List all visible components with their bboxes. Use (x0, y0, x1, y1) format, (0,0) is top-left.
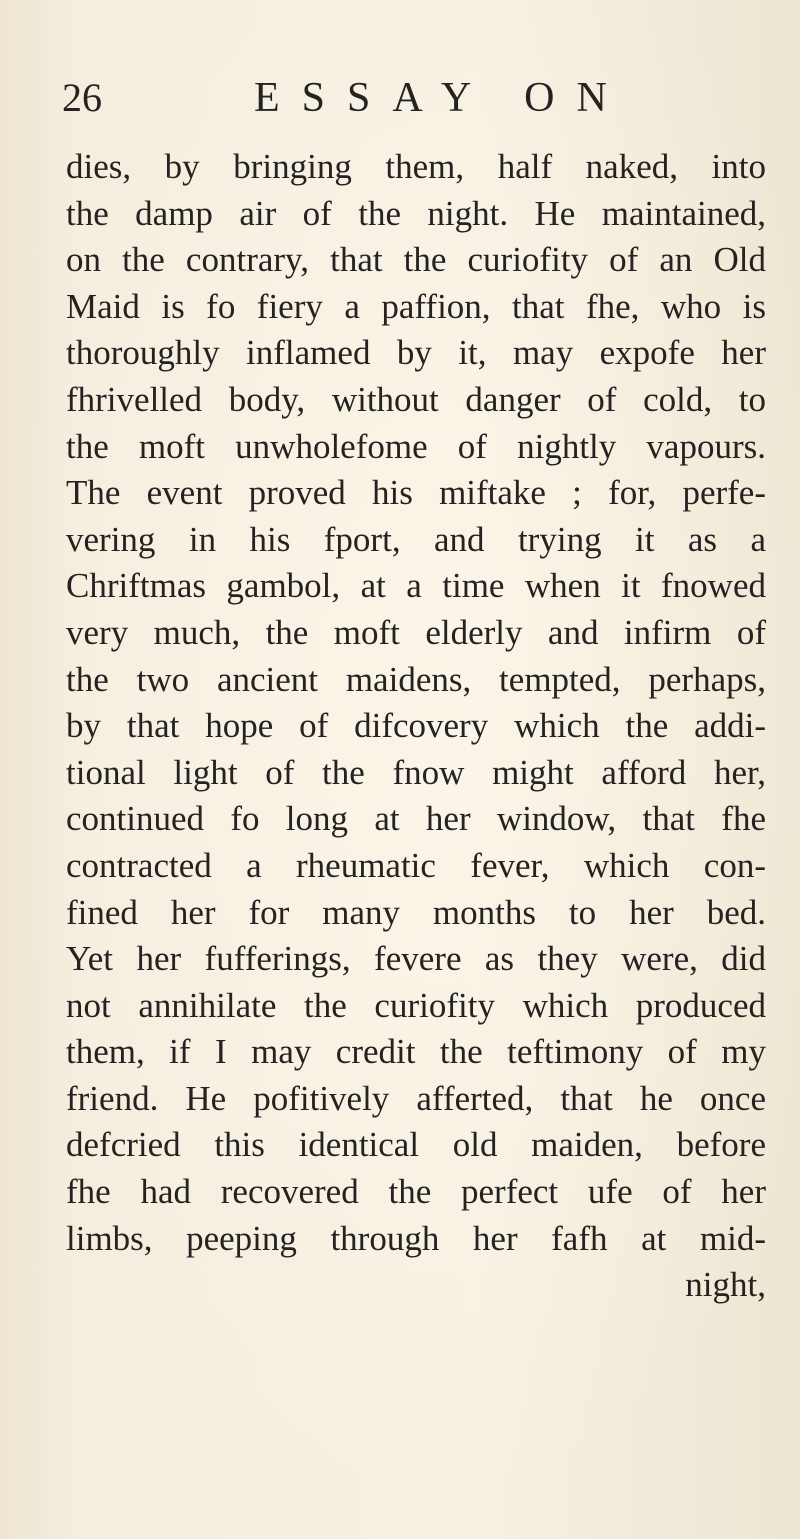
text-line: limbs, peeping through her fafh at mid- (66, 1218, 766, 1258)
text-line: thoroughly inflamed by it, may expofe her (66, 333, 766, 373)
text-line: dies, by bringing them, half naked, into (66, 147, 766, 186)
text-line: tional light of the fnow might afford her, (66, 752, 766, 792)
text-line: by that hope of difcovery which the addi- (66, 706, 766, 746)
text-line: Maid is fo fiery a paffion, that fhe, who is (66, 286, 766, 326)
text-line: on the contrary, that the curiofity of an Old (66, 240, 766, 280)
page-number: 26 (62, 75, 102, 120)
text-line: very much, the moft elderly and infirm of (66, 612, 766, 652)
running-head (62, 62, 762, 142)
text-line: fined her for many months to her bed. (66, 892, 766, 932)
text-line: the damp air of the night. He maintained, (66, 193, 766, 233)
text-line: vering in his fport, and trying it as a (66, 519, 766, 559)
text-line: fhrivelled body, without danger of cold, to (66, 379, 766, 419)
text-line: contracted a rheumatic fever, which con- (66, 845, 766, 885)
text-line: Yet her fufferings, fevere as they were, did (66, 939, 766, 979)
text-line: them, if I may credit the teftimony of my (66, 1032, 766, 1072)
text-line: The event proved his miftake ; for, perfe- (66, 473, 766, 513)
text-line: the two ancient maidens, tempted, perhaps, (66, 659, 766, 699)
text-line: fhe had recovered the perfect ufe of her (66, 1172, 766, 1212)
text-line: Chriftmas gambol, at a time when it fnowed (66, 566, 766, 606)
text-line: the moft unwholefome of nightly vapours. (66, 426, 766, 466)
body-text (66, 144, 766, 1309)
text-line: continued fo long at her window, that fhe (66, 799, 766, 839)
text-line: not annihilate the curiofity which produced (66, 985, 766, 1025)
text-line: defcried this identical old maiden, before (66, 1125, 766, 1165)
catchword-line: night, (685, 1265, 766, 1305)
running-head-title: ESSAY ON (254, 75, 629, 121)
text-line: friend. He pofitively afferted, that he once (66, 1078, 766, 1118)
